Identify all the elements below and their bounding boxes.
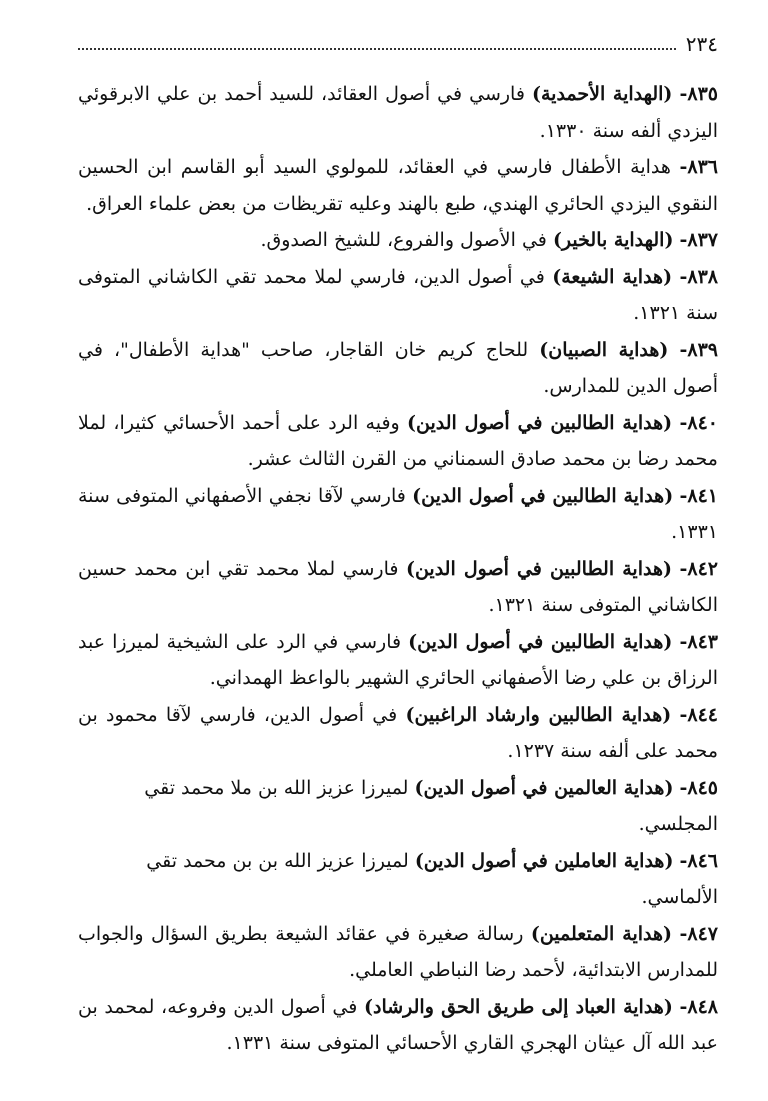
entry-text: وفيه الرد على أحمد الأحسائي كثيرا، لملا محمد رضا بن محمد صادق السمناني من القرن الثالث عشر. xyxy=(78,411,718,470)
entry-847 xyxy=(78,916,718,989)
entry-843 xyxy=(78,624,718,697)
entry-text: لميرزا عزيز الله بن ملا محمد تقي المجلسي. xyxy=(144,776,718,835)
entry-text: فارسي لملا محمد تقي ابن محمد حسين الكاشاني المتوفى سنة ١٣٢١. xyxy=(78,557,718,616)
entry-text: في أصول الدين، فارسي لآقا محمود بن محمد على ألفه سنة ١٢٣٧. xyxy=(78,703,718,762)
entry-838 xyxy=(78,259,718,332)
entry-text: فارسي في الرد على الشيخية لميرزا عبد الرزاق بن علي رضا الأصفهاني الحائري الشهير بالواعظ الهمداني. xyxy=(78,630,718,689)
entry-number: ٨٤٧- xyxy=(679,922,718,945)
entry-844 xyxy=(78,697,718,770)
entry-title: (هداية الطالبين وارشاد الراغبين) xyxy=(405,703,672,726)
entry-number: ٨٤٢- xyxy=(679,557,718,580)
entry-text: للحاج كريم خان القاجار، صاحب "هداية الأطفال"، في أصول الدين للمدارس. xyxy=(78,338,718,397)
entry-842 xyxy=(78,551,718,624)
entry-text: في الأصول والفروع، للشيخ الصدوق. xyxy=(260,229,547,251)
entry-number: ٨٣٧- xyxy=(679,229,718,251)
entry-title: (هداية العالمين في أصول الدين) xyxy=(414,776,674,799)
entry-number: ٨٤١- xyxy=(679,484,719,507)
entry-title: (هداية الطالبين في أصول الدين) xyxy=(408,630,673,653)
entry-title: (الهداية بالخير) xyxy=(552,229,674,251)
document-page xyxy=(78,0,718,1101)
entry-title: (هداية الشيعة) xyxy=(552,265,673,288)
entry-number: ٨٤٥- xyxy=(679,776,718,799)
entry-839 xyxy=(78,332,718,405)
entry-845 xyxy=(78,770,718,843)
entry-list xyxy=(78,76,718,1062)
entry-title: (هداية الطالبين في أصول الدين) xyxy=(412,484,674,507)
entry-text: في أصول الدين وفروعه، لمحمد بن عبد الله آل عيثان الهجري القاري الأحسائي المتوفى سنة ١٣٣١. xyxy=(78,995,718,1054)
entry-number: ٨٣٩- xyxy=(679,338,718,361)
header-dotted-rule xyxy=(78,48,676,50)
entry-number: ٨٤٠- xyxy=(679,411,718,434)
entry-title: (هداية الطالبين في أصول الدين) xyxy=(405,557,672,580)
entry-title: (هداية المتعلمين) xyxy=(530,922,673,945)
entry-837 xyxy=(78,222,718,259)
entry-title: (هداية العباد إلى طريق الحق والرشاد) xyxy=(364,995,673,1018)
entry-text: رسالة صغيرة في عقائد الشيعة بطريق السؤال والجواب للمدارس الابتدائية، لأحمد رضا النباطي العاملي. xyxy=(78,922,718,981)
page-header xyxy=(78,26,718,58)
entry-840 xyxy=(78,405,718,478)
entry-848 xyxy=(78,989,718,1062)
entry-number: ٨٤٨- xyxy=(679,995,718,1018)
entry-836 xyxy=(78,149,718,222)
entry-title: (هداية العاملين في أصول الدين) xyxy=(414,849,674,872)
entry-title: (هداية الصبيان) xyxy=(539,338,669,361)
entry-number: ٨٤٤- xyxy=(679,703,718,726)
entry-number: ٨٣٨- xyxy=(679,265,718,288)
entry-number: ٨٣٦- xyxy=(679,156,718,178)
entry-text: فارسي في أصول العقائد، للسيد أحمد بن علي الابرقوئي اليزدي ألفه سنة ١٣٣٠. xyxy=(78,83,718,142)
page-number: ٢٣٤ xyxy=(685,32,718,56)
entry-number: ٨٤٣- xyxy=(679,630,718,653)
entry-841 xyxy=(78,478,718,551)
entry-846 xyxy=(78,843,718,916)
entry-835 xyxy=(78,76,718,149)
entry-text: في أصول الدين، فارسي لملا محمد تقي الكاشاني المتوفى سنة ١٣٢١. xyxy=(78,265,718,324)
entry-text: فارسي لآقا نجفي الأصفهاني المتوفى سنة ١٣٣١. xyxy=(78,484,718,543)
entry-number: ٨٣٥- xyxy=(679,83,718,105)
entry-text: هداية الأطفال فارسي في العقائد، للمولوي السيد أبو القاسم ابن الحسين النقوي اليزدي الحائري الهندي، طبع بالهند وعليه تقريظات من بعض علماء العراق. xyxy=(78,156,718,215)
entry-number: ٨٤٦- xyxy=(679,849,718,872)
entry-title: (هداية الطالبين في أصول الدين) xyxy=(407,411,673,434)
entry-title: (الهداية الأحمدية) xyxy=(531,83,673,105)
entry-text: لميرزا عزيز الله بن بن محمد تقي الألماسي. xyxy=(146,849,718,908)
